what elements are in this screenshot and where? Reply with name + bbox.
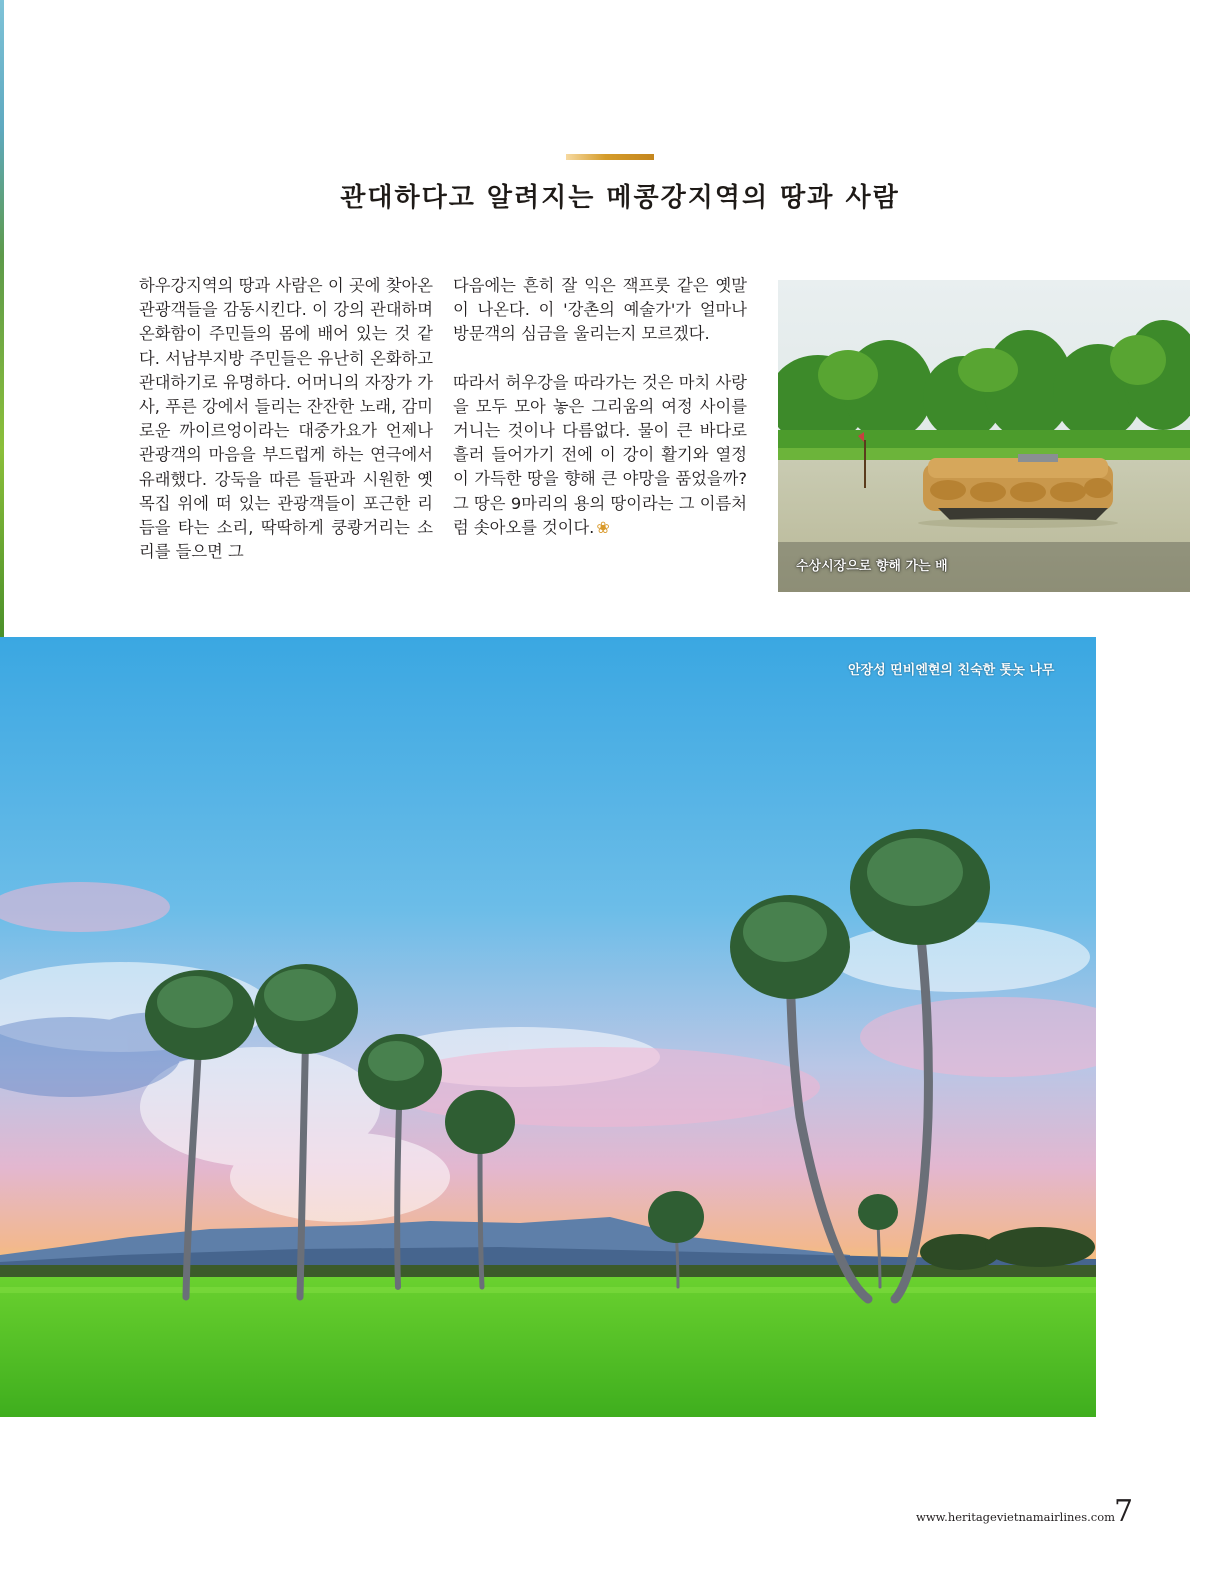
column-2-paragraph-2-text: 따라서 허우강을 따라가는 것은 마치 사랑을 모두 모아 놓은 그리움의 여정 사이를 거니는 것이나 다름없다. 물이 큰 바다로 흘러 들어가기 전에 이 강이 활기와 열정이 가득한 땅을 향해 큰 야망을 품었을까? 그 땅은 9마리의 용의 땅이라는 그 이름처럼 솟아오를 것이다. [453,372,747,537]
river-boat-photo [778,280,1190,592]
body-column-1 [139,274,433,564]
left-edge-strip [0,0,4,640]
article-title: 관대하다고 알려지는 메콩강지역의 땅과 사람 [340,183,900,213]
body-column-2 [453,274,747,540]
small-photo-caption: 수상시장으로 향해 가는 배 [796,559,948,574]
title-accent-bar [566,154,654,160]
end-mark-icon: ❀ [596,517,610,537]
palm-field-photo [0,637,1096,1417]
column-2-paragraph-1: 다음에는 흔히 잘 익은 잭프룻 같은 옛말이 나온다. 이 '강촌의 예술가'가 얼마나 방문객의 심금을 울리는지 모르겠다. [453,276,747,344]
column-1-paragraph: 하우강지역의 땅과 사람은 이 곳에 찾아온 관광객들을 감동시킨다. 이 강의 관대하며 온화함이 주민들의 몸에 배어 있는 것 같다. 서남부지방 주민들은 유난히 온화하고 관대하기로 유명하다. 어머니의 자장가 가사, 푸른 강에서 들리는 잔잔한 노래, 감미로운 까이르엉이라는 대중가요가 언제나 관광객의 마음을 부드럽게 하는 연극에서 유래했다. 강둑을 따른 들판과 시원한 옛목집 위에 떠 있는 관광객들이 포근한 리듬을 타는 소리, 딱딱하게 쿵쾅거리는 소리를 들으면 그 [139,276,433,562]
large-photo-caption: 안장성 띤비엔현의 친숙한 톳놋 나무 [848,663,1055,678]
page-number: 7 [1114,1494,1134,1529]
column-2-paragraph-2 [453,371,747,540]
footer-url: www.heritagevietnamairlines.com [916,1510,1116,1524]
